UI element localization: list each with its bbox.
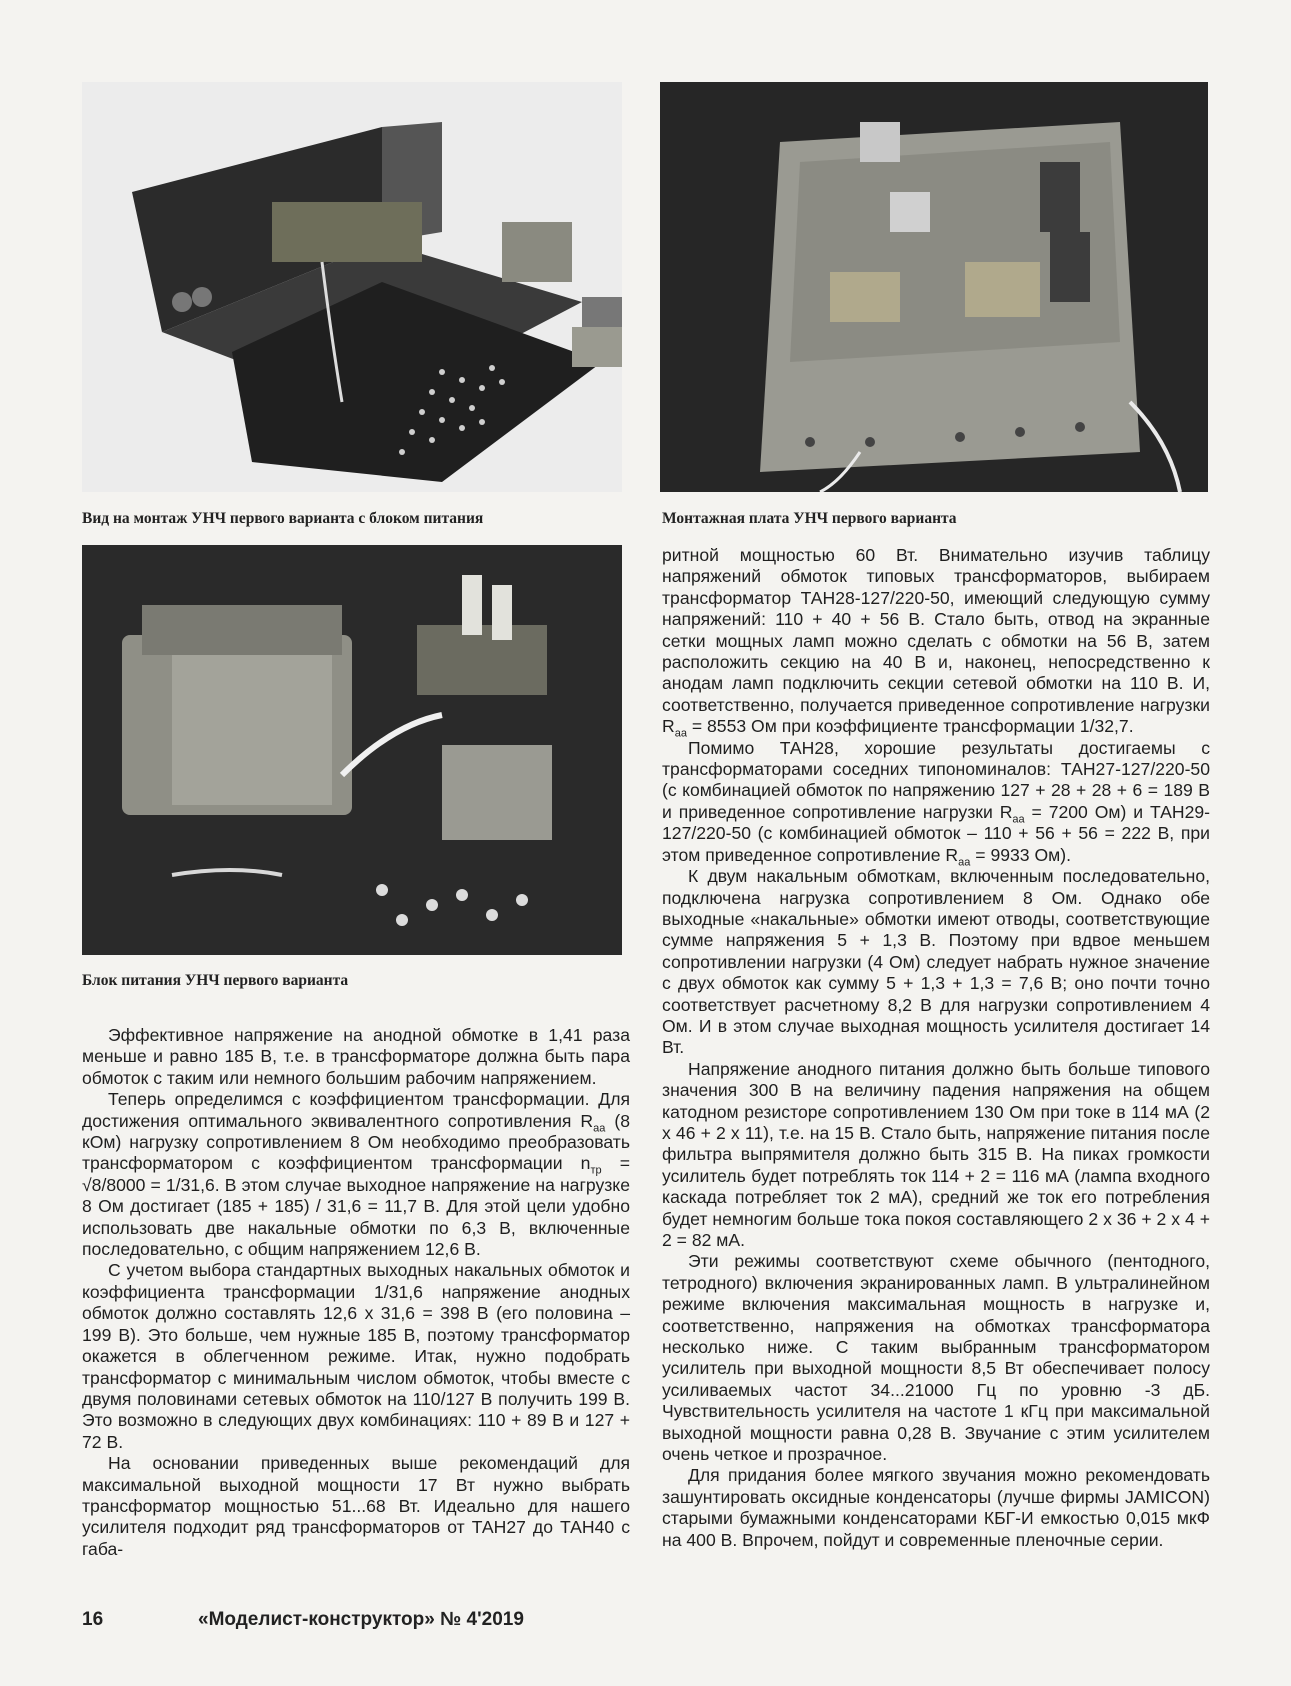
page-number: 16 <box>82 1609 104 1630</box>
right-column-text <box>662 545 1210 1551</box>
paragraph: Теперь определимся с коэффициентом трансформации. Для достижения оптимального эквивалентного сопротивления $R_{аа}$ (8 кОм) нагрузку сопротивлением 8 Ом необходимо преобразовать трансформатором с коэффициентом трансформации $n_{тр} = √8/8000 = 1/31,6$. В этом случае выходное напряжение на нагрузке 8 Ом достигает (185 + 185) / 31,6 = 11,7 В. Для этой цели удобно использовать две накальные обмотки по 6,3 В, включенные последовательно, с общим напряжением 12,6 В. <box>82 1089 630 1260</box>
amplifier-chassis-photo-icon <box>82 82 622 492</box>
caption-photo1: Вид на монтаж УНЧ первого варианта с блоком питания <box>82 510 484 527</box>
paragraph: Эти режимы соответствуют схеме обычного (пентодного, тетродного) включения экранированных ламп. В ультралинейном режиме включения максимальная мощность в нагрузке и, соответственно, напряжения на обмотках трансформатора несколько ниже. С таким выбранным трансформатором усилитель при выходной мощности 8,5 Вт обеспечивает полосу усиливаемых частот 34...21000 Гц по уровню -3 дБ. Чувствительность усилителя на частоте 1 кГц при максимальной выходной мощности равна 0,28 В. Звучание с этим усилителем очень четкое и прозрачное. <box>662 1251 1210 1465</box>
circuit-board-photo-icon <box>660 82 1208 492</box>
paragraph: На основании приведенных выше рекомендаций для максимальной выходной мощности 17 Вт нужно выбрать трансформатор мощностью 51...68 Вт. Идеально для нашего усилителя подходит ряд трансформаторов от ТАН27 до ТАН40 с габа- <box>82 1453 630 1559</box>
paragraph: С учетом выбора стандартных выходных накальных обмоток и коэффициента трансформации 1/31,6 напряжение анодных обмоток должно составлять 12,6 x 31,6 = 398 В (его половина – 199 В). Это больше, чем нужные 185 В, поэтому трансформатор окажется в облегченном режиме. Итак, нужно подобрать трансформатор с минимальным числом обмоток, чтобы вместе с двумя половинами сетевых обмоток на 110/127 В получить 199 В. Это возможно в следующих двух комбинациях: 110 + 89 В и 127 + 72 В. <box>82 1260 630 1452</box>
paragraph: ритной мощностью 60 Вт. Внимательно изучив таблицу напряжений обмоток типовых трансформаторов, выбираем трансформатор ТАН28-127/220-50, имеющий следующую сумму напряжений: 110 + 40 + 56 В. Стало быть, отвод на экранные сетки мощных ламп можно сделать с обмотки на 56 В, затем расположить секцию на 40 В и, наконец, непосредственно к анодам ламп подключить секции сетевой обмотки на 110 В. И, соответственно, получается приведенное сопротивление нагрузки $R_{аа} = 8553$ Ом при коэффициенте трансформации 1/32,7. <box>662 545 1210 740</box>
paragraph: Помимо ТАН28, хорошие результаты достигаемы с трансформаторами соседних типономиналов: ТАН27-127/220-50 (с комбинацией обмоток по напряжению 127 + 28 + 28 + 6 = 189 В и приведенное сопротивление нагрузки $R_{аа} = 7200$ Ом) и ТАН29-127/220-50 (с комбинацией обмоток – 110 + 56 + 56 = 222 В, при этом приведенное сопротивление $R_{аа} = 9933$ Ом). <box>662 737 1210 869</box>
photo-amplifier-assembly <box>82 82 622 492</box>
photo-power-supply <box>82 545 622 955</box>
paragraph: Для придания более мягкого звучания можно рекомендовать зашунтировать оксидные конденсаторы (лучше фирмы JAMICON) старыми бумажными конденсаторами КБГ-И емкостью 0,015 мкФ на 400 В. Впрочем, пойдут и современные пленочные серии. <box>662 1465 1210 1550</box>
caption-photo3: Блок питания УНЧ первого варианта <box>82 972 349 989</box>
left-column-text <box>82 1025 630 1560</box>
power-supply-photo-icon <box>82 545 622 955</box>
paragraph: К двум накальным обмоткам, включенным последовательно, подключена нагрузка сопротивлением 8 Ом. Однако обе выходные «накальные» обмотки имеют отводы, соответствующие сумме напряжения 5 + 1,3 В. Поэтому при вдвое меньшем сопротивлении нагрузки (4 Ом) следует набрать нужное значение с двух обмоток как сумму 5 + 1,3 + 1,3 = 7,6 В; оно почти точно соответствует расчетному 8,2 В для нагрузки сопротивлением 4 Ом. И в этом случае выходная мощность усилителя достигает 14 Вт. <box>662 866 1210 1058</box>
paragraph: Эффективное напряжение на анодной обмотке в 1,41 раза меньше и равно 185 В, т.е. в трансформаторе должна быть пара обмоток с таким или немного большим рабочим напряжением. <box>82 1025 630 1088</box>
photo-circuit-board <box>660 82 1208 492</box>
paragraph: Напряжение анодного питания должно быть больше типового значения 300 В на величину падения напряжения на общем катодном резисторе сопротивлением 130 Ом при токе в 114 мА (2 x 46 + 2 x 11), т.е. на 15 В. Стало быть, напряжение питания после фильтра выпрямителя должно быть 315 В. На пиках громкости усилитель будет потреблять ток 114 + 2 = 116 мА (лампа входного каскада потребляет ток 2 мА), средний же ток его потребления будет немногим больше тока покоя составляющего 2 x 36 + 2 x 4 + 2 = 82 мА. <box>662 1058 1210 1250</box>
caption-photo2: Монтажная плата УНЧ первого варианта <box>662 510 957 527</box>
journal-title: «Моделист-конструктор» № 4'2019 <box>198 1609 524 1630</box>
